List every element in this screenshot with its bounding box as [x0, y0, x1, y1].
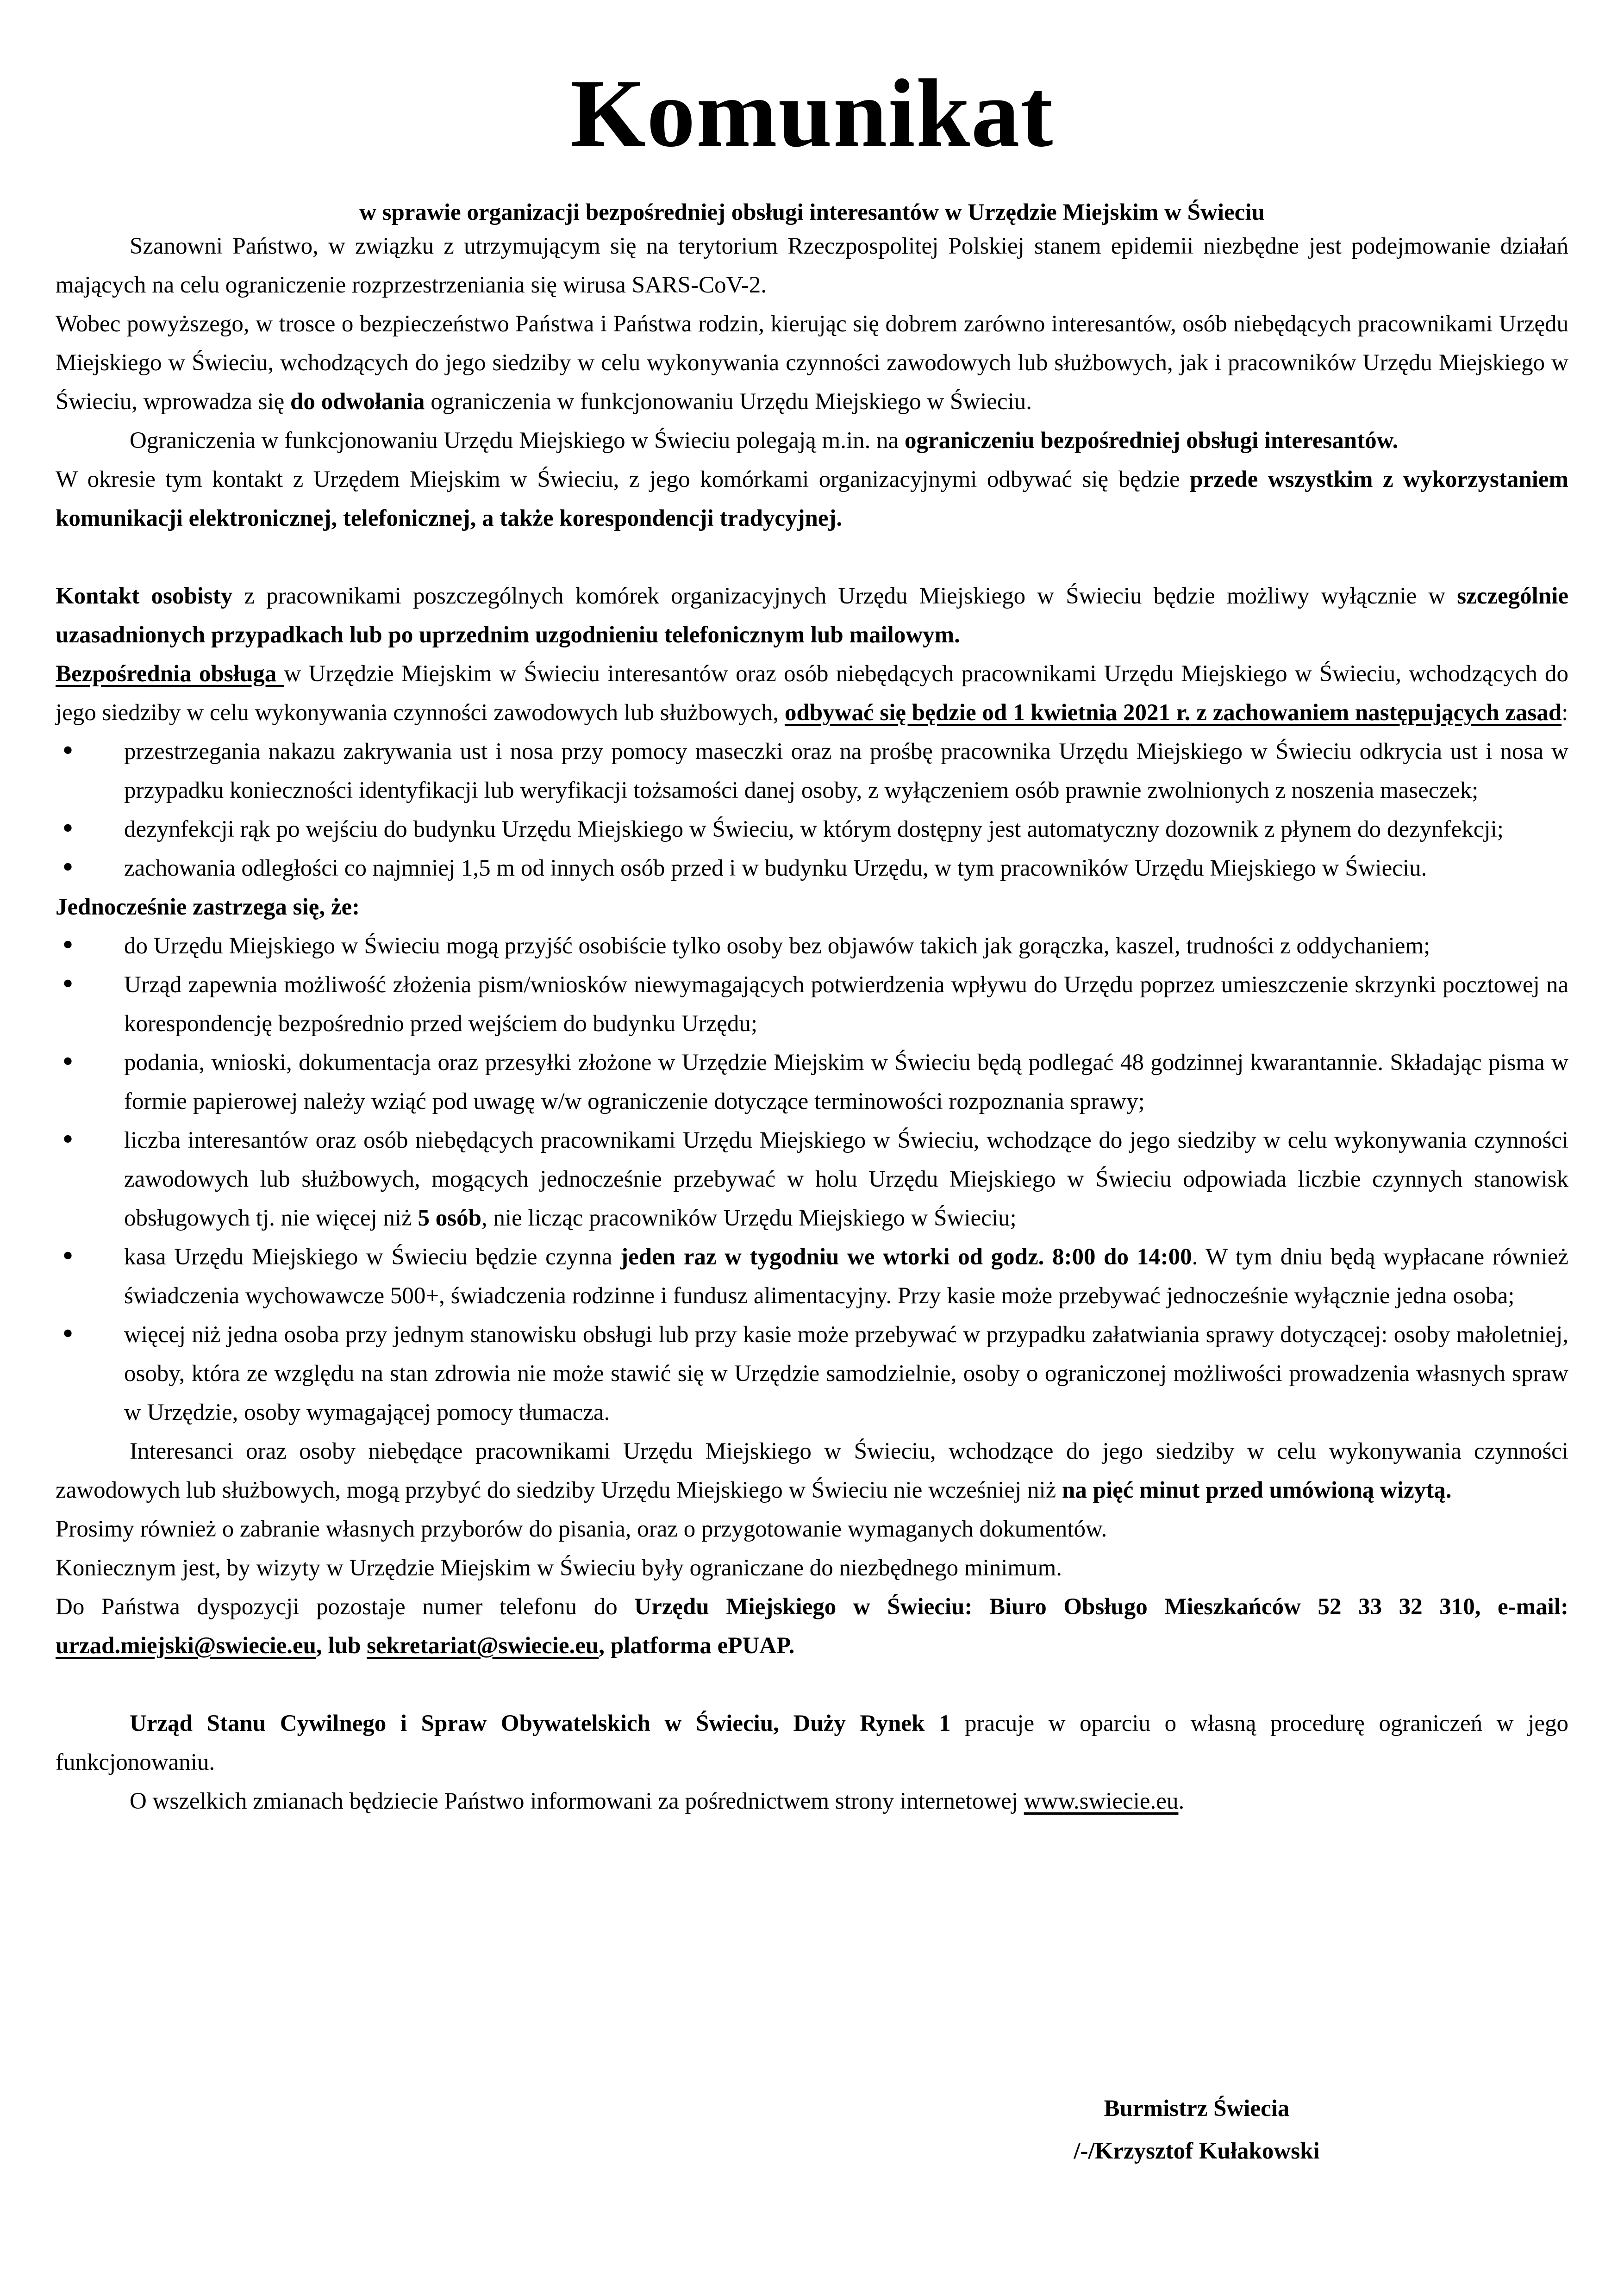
email-link-urzad[interactable]: urzad.miejski@swiecie.eu [56, 1633, 317, 1659]
text-run: ograniczenia w funkcjonowaniu Urzędu Miejskiego w Świeciu. [425, 389, 1032, 415]
text-run: Ograniczenia w funkcjonowaniu Urzędu Miejskiego w Świeciu polegają m.in. na [130, 428, 905, 454]
text-run: Interesanci oraz osoby niebędące pracownikami Urzędu Miejskiego w Świeciu, wchodzące do jego siedziby w celu wykonywania czynności zawodowych lub służbowych, mogą przybyć do siedziby Urzędu Miejskiego w Świeciu nie wcześniej niż [56, 1438, 1568, 1503]
list-item: • Urząd zapewnia możliwość złożenia pism/wniosków niewymagających potwierdzenia wpływu do Urzędu poprzez umieszczenie skrzynki pocztowej na korespondencję bezpośrednio przed wejściem do budynku Urzędu; [56, 965, 1568, 1043]
bold-run: przede wszystkim z wykorzystaniem komunikacji elektronicznej, telefonicznej, a także korespondencji tradycyjnej. [56, 467, 1568, 531]
reservations-heading [56, 888, 1568, 927]
signature-title: Burmistrz Świecia [1104, 2096, 1290, 2122]
email-link-sekretariat[interactable]: sekretariat@swiecie.eu [367, 1633, 599, 1659]
list-item: • więcej niż jedna osoba przy jednym stanowisku obsługi lub przy kasie może przebywać w przypadku załatwiania sprawy dotyczącej: osoby małoletniej, osoby, która ze względu na stan zdrowia nie może stawić się w Urzędzie samodzielnie, osoby o ograniczonej możliwości prowadzenia własnych spraw w Urzędzie, osoby wymagającej pomocy tłumacza. [56, 1315, 1568, 1432]
personal-contact-paragraph [56, 577, 1568, 654]
bold-run: Kontakt osobisty [56, 583, 233, 609]
text-run: pracuje w oparciu o własną procedurę ograniczeń w jego funkcjonowaniu. [56, 1711, 1568, 1775]
document-title: Komunikat [570, 60, 1054, 167]
list-item: • dezynfekcji rąk po wejściu do budynku Urzędu Miejskiego w Świeciu, w którym dostępny jest automatyczny dozownik z płynem do dezynfekcji; [56, 810, 1568, 849]
spacer [56, 1665, 1568, 1704]
text-run: . W tym dniu będą wypłacane również świadczenia wychowawcze 500+, świadczenia rodzinne i fundusz alimentacyjny. Przy kasie może przebywać jednocześnie wyłącznie jedna osoba; [124, 1244, 1569, 1309]
list-item: • przestrzegania nakazu zakrywania ust i nosa przy pomocy maseczki oraz na prośbę pracownika Urzędu Miejskiego w Świeciu odkrycia ust i nosa w przypadku konieczności identyfikacji lub weryfikacji tożsamości danej osoby, z wyłączeniem osób prawnie zwolnionych z noszenia maseczek; [56, 732, 1568, 810]
bold-underlined-run: odbywać się będzie od 1 kwietnia 2021 r. [784, 700, 1191, 726]
bold-run: na pięć minut przed umówioną wizytą. [1062, 1477, 1452, 1503]
list-item: • do Urzędu Miejskiego w Świeciu mogą przyjść osobiście tylko osoby bez objawów takich jak gorączka, kaszel, trudności z oddychaniem; [56, 927, 1568, 965]
contact-channels-paragraph [56, 460, 1568, 538]
reservations-list [56, 927, 1568, 1432]
text-run: Wobec powyższego, w trosce o bezpieczeństwo Państwa i Państwa rodzin, kierując się dobrem zarówno interesantów, osób niebędących pracownikami Urzędu Miejskiego w Świeciu, wchodzących do jego siedziby w celu wykonywania czynności zawodowych lub służbowych, jak i pracowników Urzędu Miejskiego w Świeciu, wprowadza się [56, 311, 1568, 415]
list-item [56, 1121, 1568, 1238]
website-link[interactable]: www.swiecie.eu [1024, 1788, 1179, 1814]
bold-run: Urzędu Miejskiego w Świeciu: Biuro Obsługo Mieszkańców 52 33 32 310, e-mail: [634, 1594, 1568, 1620]
text-run: liczba interesantów oraz osób niebędących pracownikami Urzędu Miejskiego w Świeciu, wchodzące do jego siedziby w celu wykonywania czynności zawodowych lub służbowych, mogących jednocześnie przebywać w holu Urzędu Miejskiego w Świeciu odpowiada liczbie czynnych stanowisk obsługowych tj. nie więcej niż [124, 1127, 1568, 1231]
text-run: W okresie tym kontakt z Urzędem Miejskim w Świeciu, z jego komórkami organizacyjnymi odbywać się będzie [56, 467, 1190, 492]
civil-registry-paragraph [56, 1704, 1568, 1782]
bold-run: , platforma ePUAP. [599, 1633, 795, 1659]
bold-run: szczególnie uzasadnionych przypadkach lub po uprzednim uzgodnieniu telefonicznym lub mailowym. [56, 583, 1569, 648]
document-body [56, 56, 1568, 1821]
signature-name: /-/Krzysztof Kułakowski [1074, 2138, 1320, 2164]
list-item: • podania, wnioski, dokumentacja oraz przesyłki złożone w Urzędzie Miejskim w Świeciu będą podlegać 48 godzinnej kwarantannie. Składając pisma w formie papierowej należy wziąć pod uwagę w/w ograniczenie dotyczące terminowości rozpoznania sprawy; [56, 1043, 1568, 1121]
text-run: O wszelkich zmianach będziecie Państwo informowani za pośrednictwem strony internetowej [130, 1788, 1024, 1814]
text-run: w Urzędzie Miejskim w Świeciu interesantów oraz osób niebędących pracownikami Urzędu Miejskiego w Świeciu, wchodzących do jego siedziby w celu wykonywania czynności zawodowych lub służbowych, [56, 661, 1568, 726]
minimize-visits-paragraph: Koniecznym jest, by wizyty w Urzędzie Miejskim w Świeciu były ograniczane do niezbędnego minimum. [56, 1555, 1062, 1581]
bold-run: 5 osób [418, 1205, 481, 1231]
list-item [56, 1238, 1568, 1315]
direct-service-paragraph [56, 654, 1568, 732]
signature-block [995, 2087, 1398, 2172]
bold-underlined-run: z zachowaniem następujących zasad [1190, 700, 1562, 726]
supplies-paragraph: Prosimy również o zabranie własnych przyborów do pisania, oraz o przygotowanie wymaganych dokumentów. [56, 1516, 1107, 1542]
intro-paragraph: Szanowni Państwo, w związku z utrzymującym się na terytorium Rzeczpospolitej Polskiej stanem epidemii niezbędne jest podejmowanie działań mających na celu ograniczenie rozprzestrzeniania się wirusa SARS-CoV-2. [56, 233, 1568, 298]
list-item: • zachowania odległości co najmniej 1,5 m od innych osób przed i w budynku Urzędu, w tym pracowników Urzędu Miejskiego w Świeciu. [56, 849, 1568, 888]
contact-details-paragraph [56, 1587, 1568, 1665]
text-run: Do Państwa dyspozycji pozostaje numer telefonu do [56, 1594, 635, 1620]
restrictions-paragraph [56, 421, 1568, 460]
text-run: , nie licząc pracowników Urzędu Miejskiego w Świeciu; [481, 1205, 1017, 1231]
document-subtitle: w sprawie organizacji bezpośredniej obsługi interesantów w Urzędzie Miejskim w Świeciu [359, 199, 1265, 225]
bold-run: , lub [316, 1633, 367, 1659]
text-run: kasa Urzędu Miejskiego w Świeciu będzie czynna [124, 1244, 621, 1270]
bold-run: Urząd Stanu Cywilnego i Spraw Obywatelskich w Świeciu, Duży Rynek 1 [130, 1711, 951, 1736]
bold-run: ograniczeniu bezpośredniej obsługi interesantów. [905, 428, 1399, 454]
bold-run: Jednocześnie zastrzega się, że: [56, 894, 360, 920]
rules-list [56, 732, 1568, 888]
bold-run: jeden raz w tygodniu we wtorki od godz. 8:00 do 14:00 [620, 1244, 1192, 1270]
text-run: . [1178, 1788, 1185, 1814]
measures-paragraph [56, 305, 1568, 421]
website-paragraph [56, 1782, 1568, 1821]
bold-underlined-run: Bezpośrednia obsługa [56, 661, 284, 687]
text-run: z pracownikami poszczególnych komórek organizacyjnych Urzędu Miejskiego w Świeciu będzie możliwy wyłącznie w [232, 583, 1457, 609]
text-run: : [1562, 700, 1568, 726]
bold-run: do odwołania [290, 389, 425, 415]
arrival-time-paragraph [56, 1432, 1568, 1510]
spacer [56, 538, 1568, 577]
